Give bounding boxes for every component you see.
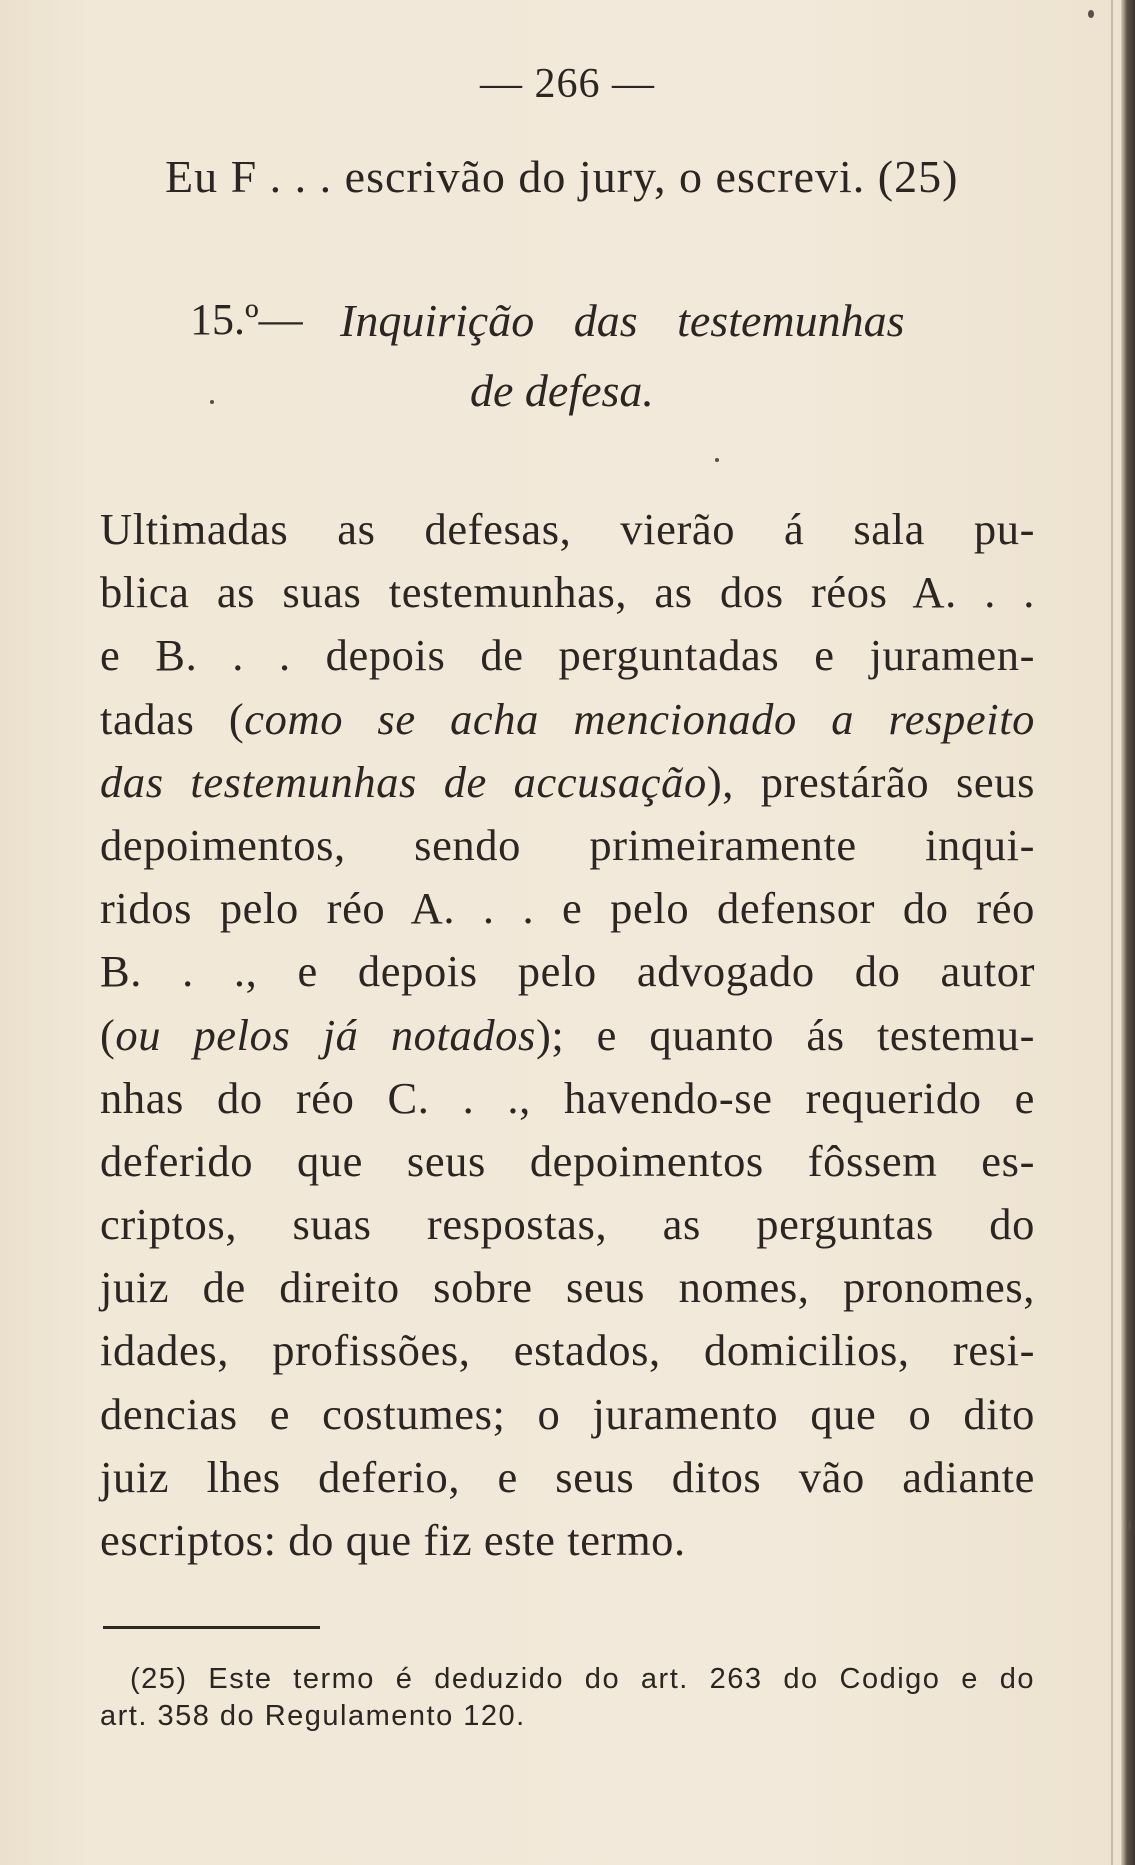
text-segment: deferido que seus depoimentos fôssem es- [100, 1135, 1035, 1186]
body-line [100, 940, 1035, 1003]
body-line [100, 1256, 1035, 1319]
body-line [100, 751, 1035, 814]
body-line [100, 877, 1035, 940]
body-line [100, 1067, 1035, 1130]
italic-text: como se acha mencionado a respeito [244, 693, 1036, 744]
text-segment: B. . ., e depois pelo advogado do autor [100, 946, 1035, 997]
text-segment: ), prestárão seus [706, 756, 1035, 807]
section-number: 15.º— [190, 295, 303, 344]
text-segment: criptos, suas respostas, as perguntas do [100, 1199, 1035, 1250]
text-segment: juiz de direito sobre seus nomes, pronomes, [100, 1262, 1035, 1313]
text-segment: juiz lhes deferio, e seus ditos vão adiante [100, 1451, 1035, 1502]
body-line [100, 624, 1035, 687]
text-segment: depoimentos, sendo primeiramente inqui- [100, 819, 1035, 870]
section-title: Inquirição das testemunhas [340, 295, 905, 346]
paper-speck [210, 400, 214, 404]
body-line [100, 814, 1035, 877]
footnote-line: art. 358 do Regulamento 120. [100, 1700, 526, 1732]
text-segment: ( [100, 1009, 116, 1060]
body-line [100, 498, 1035, 561]
section-title-continued: de defesa. [470, 365, 654, 416]
signature-line: Eu F . . . escrivão do jury, o escrevi. (25) [165, 151, 959, 202]
page-edge-line [1111, 0, 1113, 1865]
text-segment: tadas ( [100, 693, 245, 744]
body-line [100, 1193, 1035, 1256]
paper-speck [1088, 10, 1094, 18]
text-segment: ); e quanto ás testemu- [535, 1009, 1035, 1060]
text-segment: blica as suas testemunhas, as dos réos A. . . [100, 567, 1035, 618]
body-paragraph [100, 498, 1035, 1572]
text-segment: e B. . . depois de perguntadas e juramen- [100, 630, 1035, 681]
body-line [100, 1509, 1035, 1572]
footnote-line: (25) Este termo é deduzido do art. 263 do Codigo e do [130, 1663, 1035, 1695]
body-line [100, 1383, 1035, 1446]
book-gutter [1121, 0, 1135, 1865]
text-segment: idades, profissões, estados, domicilios, resi- [100, 1325, 1035, 1376]
body-line [100, 1004, 1035, 1067]
paper-speck [1127, 1520, 1131, 1530]
footnote [100, 1661, 1035, 1735]
body-line [100, 1319, 1035, 1382]
body-line [100, 688, 1035, 751]
text-segment: Ultimadas as defesas, vierão á sala pu- [100, 504, 1035, 554]
page-number: — 266 — [480, 61, 655, 107]
italic-text: ou pelos já notados [115, 1009, 536, 1060]
italic-text: das testemunhas de accusação [100, 756, 707, 807]
body-line [100, 561, 1035, 624]
body-line [100, 1446, 1035, 1509]
paper-speck [715, 458, 719, 462]
body-line [100, 1130, 1035, 1193]
text-segment: ridos pelo réo A. . . e pelo defensor do réo [100, 883, 1035, 934]
footnote-separator [103, 1626, 320, 1629]
text-segment: escriptos: do que fiz este termo. [100, 1515, 686, 1565]
text-segment: dencias e costumes; o juramento que o dito [100, 1388, 1035, 1439]
text-segment: nhas do réo C. . ., havendo-se requerido e [100, 1072, 1035, 1123]
